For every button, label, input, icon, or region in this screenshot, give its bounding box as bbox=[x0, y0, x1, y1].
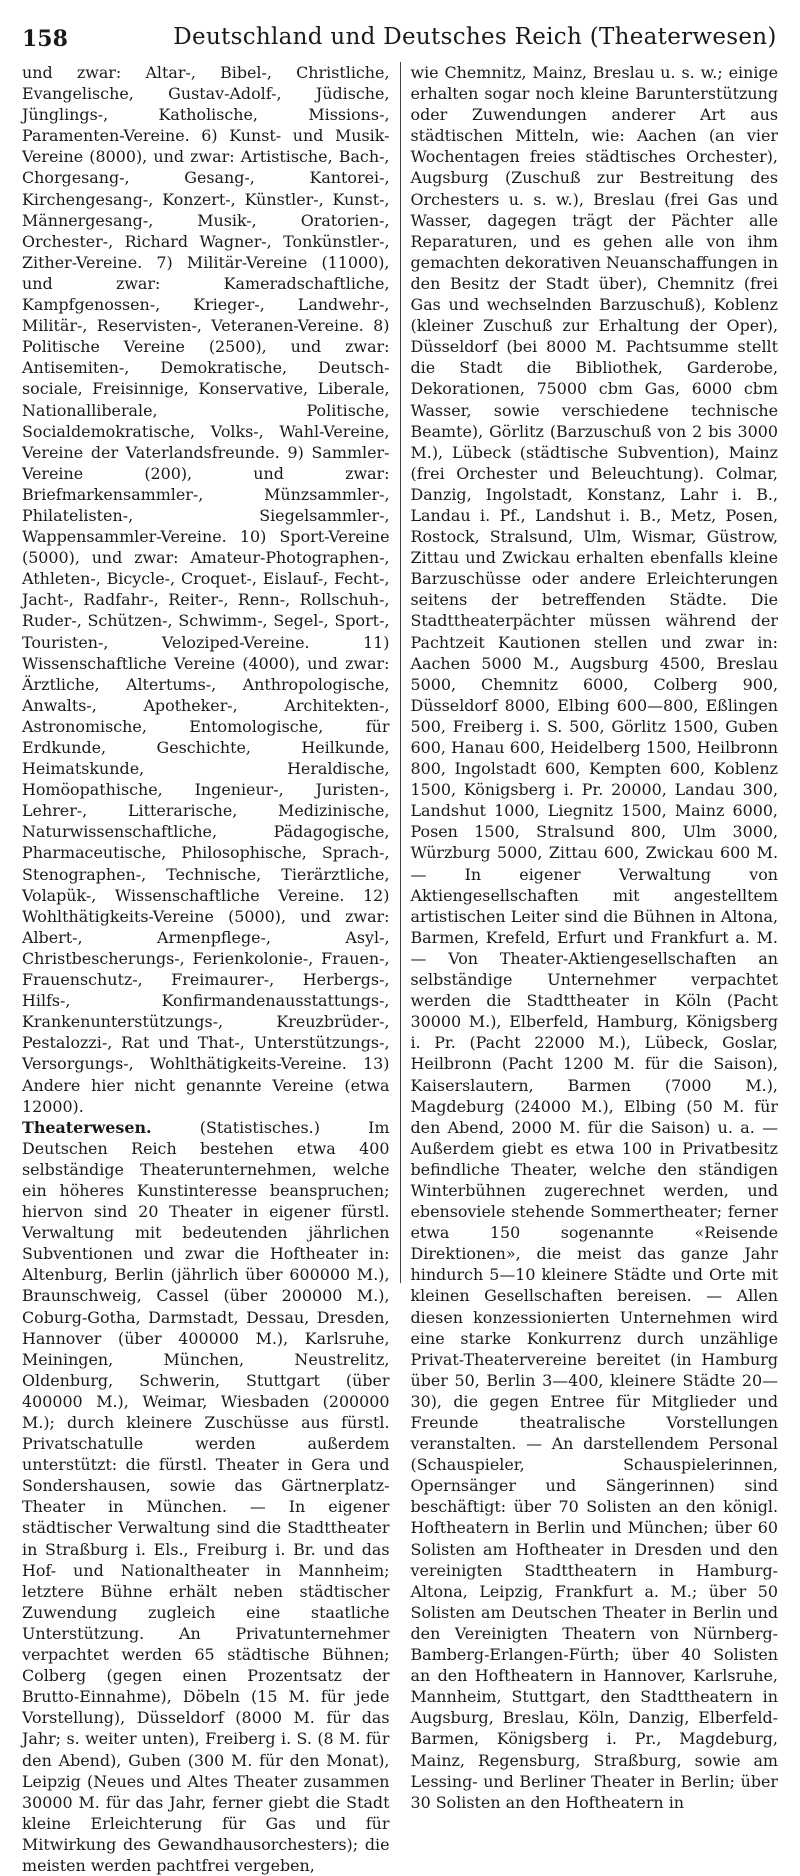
paragraph-vereine bbox=[22, 62, 390, 1117]
paragraph-continuation-text: wie Chemnitz, Mainz, Breslau u. s. w.; einige erhalten sogar noch kleine Barunterstützung oder Zuwendungen anderer Art aus städtischen Mitteln, wie: Aachen (an vier Wochentagen freies städtisches Orchester), Augsburg (Zuschuß zur Bestreitung des Orchesters u. s. w.), Breslau (frei Gas und Wasser, dagegen trägt der Pächter alle Reparaturen, und es gehen alle von ihm gemachten dekorativen Neuanschaffungen in den Besitz der Stadt über), Chemnitz (frei Gas und wechselnden Barzuschuß), Koblenz (kleiner Zuschuß zur Erhaltung der Oper), Düsseldorf (bei 8000 M. Pachtsumme stellt die Stadt die Bibliothek, Garderobe, Dekorationen, 75000 cbm Gas, 6000 cbm Wasser, sowie verschiedene technische Beamte), Görlitz (Barzuschuß von 2 bis 3000 M.), Lübeck (städtische Subvention), Mainz (frei Orchester und Beleuchtung). Colmar, Danzig, Ingolstadt, Konstanz, Lahr i. B., Landau i. Pf., Landshut i. B., Metz, Posen, Rostock, Stralsund, Ulm, Wismar, Güstrow, Zittau und Zwickau erhalten ebenfalls kleine Barzuschüsse oder andere Erleichterungen seitens der betreffenden Städte. Die Stadttheaterpächter müssen während der Pachtzeit Kautionen stellen und zwar in: Aachen 5000 M., Augsburg 4500, Breslau 5000, Chemnitz 6000, Colberg 900, Düsseldorf 8000, Elbing 600—800, Eßlingen 500, Freiberg i. S. 500, Görlitz 1500, Guben 600, Hanau 600, Heidelberg 1500, Heilbronn 800, Ingolstadt 600, Kempten 600, Koblenz 1500, Königsberg i. Pr. 20000, Landau 300, Landshut 1000, Liegnitz 1500, Mainz 6000, Posen 1500, Stralsund 800, Ulm 3000, Würzburg 5000, Zittau 600, Zwickau 600 M. — In eigener Verwaltung von Aktiengesellschaften mit angestelltem artistischen Leiter sind die Bühnen in Altona, Barmen, Krefeld, Erfurt und Frankfurt a. M. — Von Theater-Aktiengesellschaften an selbständige Unternehmer verpachtet werden die Stadttheater in Köln (Pacht 30000 M.), Elberfeld, Hamburg, Königsberg i. Pr. (Pacht 22000 M.), Lübeck, Goslar, Heilbronn (Pacht 1200 M. für die Saison), Kaiserslautern, Barmen (7000 M.), Magdeburg (24000 M.), Elbing (50 M. für den Abend, 2000 M. für die Saison) u. a. — Außerdem giebt es etwa 100 in Privatbesitz befindliche Theater, welche den ständigen Winterbühnen zugerechnet werden, und ebensoviele stehende Sommertheater; ferner etwa 150 sogenannte «Reisende Direktionen», die meist das ganze Jahr hindurch 5—10 kleinere Städte und Orte mit kleinen Gesellschaften bereisen. — Allen diesen konzessionierten Unternehmen wird eine starke Konkurrenz durch unzählige Privat-Theatervereine bereitet (in Hamburg über 50, Berlin 3—400, kleinere Städte 20—30), die gegen Entree für Mitglieder und Freunde theatralische Vorstellungen veranstalten. — An darstellendem Personal (Schauspieler, Schauspielerinnen, Opernsänger und Sängerinnen) sind beschäftigt: über 70 Solisten an den königl. Hoftheatern in Berlin und München; über 60 Solisten am Hoftheater in Dresden und den vereinigten Stadttheatern in Hamburg-Altona, Leipzig, Frankfurt a. M.; über 50 Solisten am Deutschen Theater in Berlin und den Vereinigten Theatern von Nürnberg-Bamberg-Erlangen-Fürth; über 40 Solisten an den Hoftheatern in Hannover, Karlsruhe, Mannheim, Stuttgart, den Stadttheatern in Augsburg, Breslau, Köln, Danzig, Elberfeld-Barmen, Königsberg i. Pr., Magdeburg, Mainz, Regensburg, Straßburg, sowie am Lessing- und Berliner Theater in Berlin; über 30 Solisten an den Hoftheatern in bbox=[410, 63, 778, 1812]
left-column bbox=[22, 62, 400, 1875]
paragraph-vereine-text: und zwar: Altar-, Bibel-, Christliche, Evangelische, Gustav-Adolf-, Jüdische, Jünglings-, Katholische, Missions-, Paramenten-Vereine. 6) Kunst- und Musik-Vereine (8000), und zwar: Artistische, Bach-, Chorgesang-, Gesang-, Kantorei-, Kirchengesang-, Konzert-, Künstler-, Kunst-, Männergesang-, Musik-, Oratorien-, Orchester-, Richard Wagner-, Tonkünstler-, Zither-Vereine. 7) Militär-Vereine (11000), und zwar: Kameradschaftliche, Kampfgenossen-, Krieger-, Landwehr-, Militär-, Reservisten-, Veteranen-Vereine. 8) Politische Vereine (2500), und zwar: Antisemiten-, Demokratische, Deutsch-sociale, Freisinnige, Konservative, Liberale, Nationalliberale, Politische, Socialdemokratische, Volks-, Wahl-Vereine, Vereine der Vaterlandsfreunde. 9) Sammler-Vereine (200), und zwar: Briefmarkensammler-, Münzsammler-, Philatelisten-, Siegelsammler-, Wappensammler-Vereine. 10) Sport-Vereine (5000), und zwar: Amateur-Photographen-, Athleten-, Bicycle-, Croquet-, Eislauf-, Fecht-, Jacht-, Radfahr-, Reiter-, Renn-, Rollschuh-, Ruder-, Schützen-, Schwimm-, Segel-, Sport-, Touristen-, Veloziped-Vereine. 11) Wissenschaftliche Vereine (4000), und zwar: Ärztliche, Altertums-, Anthropologische, Anwalts-, Apotheker-, Architekten-, Astronomische, Entomologische, für Erdkunde, Geschichte, Heilkunde, Heimatskunde, Heraldische, Homöopathische, Ingenieur-, Juristen-, Lehrer-, Litterarische, Medizinische, Naturwissenschaftliche, Pädagogische, Pharmaceutische, Philosophische, Sprach-, Stenographen-, Technische, Tierärztliche, Volapük-, Wissenschaftliche Vereine. 12) Wohlthätigkeits-Vereine (5000), und zwar: Albert-, Armenpflege-, Asyl-, Christbescherungs-, Ferienkolonie-, Frauen-, Frauenschutz-, Freimaurer-, Herbergs-, Hilfs-, Konfirmandenausstattungs-, Krankenunterstützungs-, Kreuzbrüder-, Pestalozzi-, Rat und That-, Unterstützungs-, Versorgungs-, Wohlthätigkeits-Vereine. 13) Andere hier nicht genannte Vereine (etwa 12000). bbox=[22, 63, 390, 1116]
page-header bbox=[22, 14, 778, 58]
paragraph-theaterwesen-text: (Statistisches.) Im Deutschen Reich bestehen etwa 400 selbständige Theaterunternehmen, welche ein höheres Kunstinteresse beanspruchen; hiervon sind 20 Theater in eigener fürstl. Verwaltung mit bedeutenden jährlichen Subventionen und zwar die Hoftheater in: Altenburg, Berlin (jährlich über 600000 M.), Braunschweig, Cassel (über 200000 M.), Coburg-Gotha, Darmstadt, Dessau, Dresden, Hannover (über 400000 M.), Karlsruhe, Meiningen, München, Neustrelitz, Oldenburg, Schwerin, Stuttgart (über 400000 M.), Weimar, Wiesbaden (200000 M.); durch kleinere Zuschüsse aus fürstl. Privatschatulle werden außerdem unterstützt: die fürstl. Theater in Gera und Sondershausen, sowie das Gärtnerplatz-Theater in München. — In eigener städtischer Verwaltung sind die Stadttheater in Straßburg i. Els., Freiburg i. Br. und das Hof- und Nationaltheater in Mannheim; letztere Bühne erhält neben städtischer Zuwendung zugleich eine staatliche Unterstützung. An Privatunternehmer verpachtet werden 65 städtische Bühnen; Colberg (gegen einen Prozentsatz der Brutto-Einnahme), Döbeln (15 M. für jede Vorstellung), Düsseldorf (8000 M. für das Jahr; s. weiter unten), Freiberg i. S. (8 M. für den Abend), Guben (300 M. für den Monat), Leipzig (Neues und Altes Theater zusammen 30000 M. für das Jahr, ferner giebt die Stadt kleine Erleichterung für Gas und für Mitwirkung des Gewandhausorchesters); die meisten werden pachtfrei vergeben, bbox=[22, 1117, 390, 1875]
text-columns bbox=[22, 62, 778, 1875]
paragraph-continuation bbox=[411, 62, 779, 1813]
running-head: Deutschland und Deutsches Reich (Theaterwesen) bbox=[173, 24, 777, 50]
page-number: 158 bbox=[22, 26, 68, 52]
lemma-theaterwesen: Theaterwesen. bbox=[22, 1117, 152, 1137]
right-column bbox=[401, 62, 779, 1812]
paragraph-theaterwesen bbox=[22, 1117, 390, 1876]
